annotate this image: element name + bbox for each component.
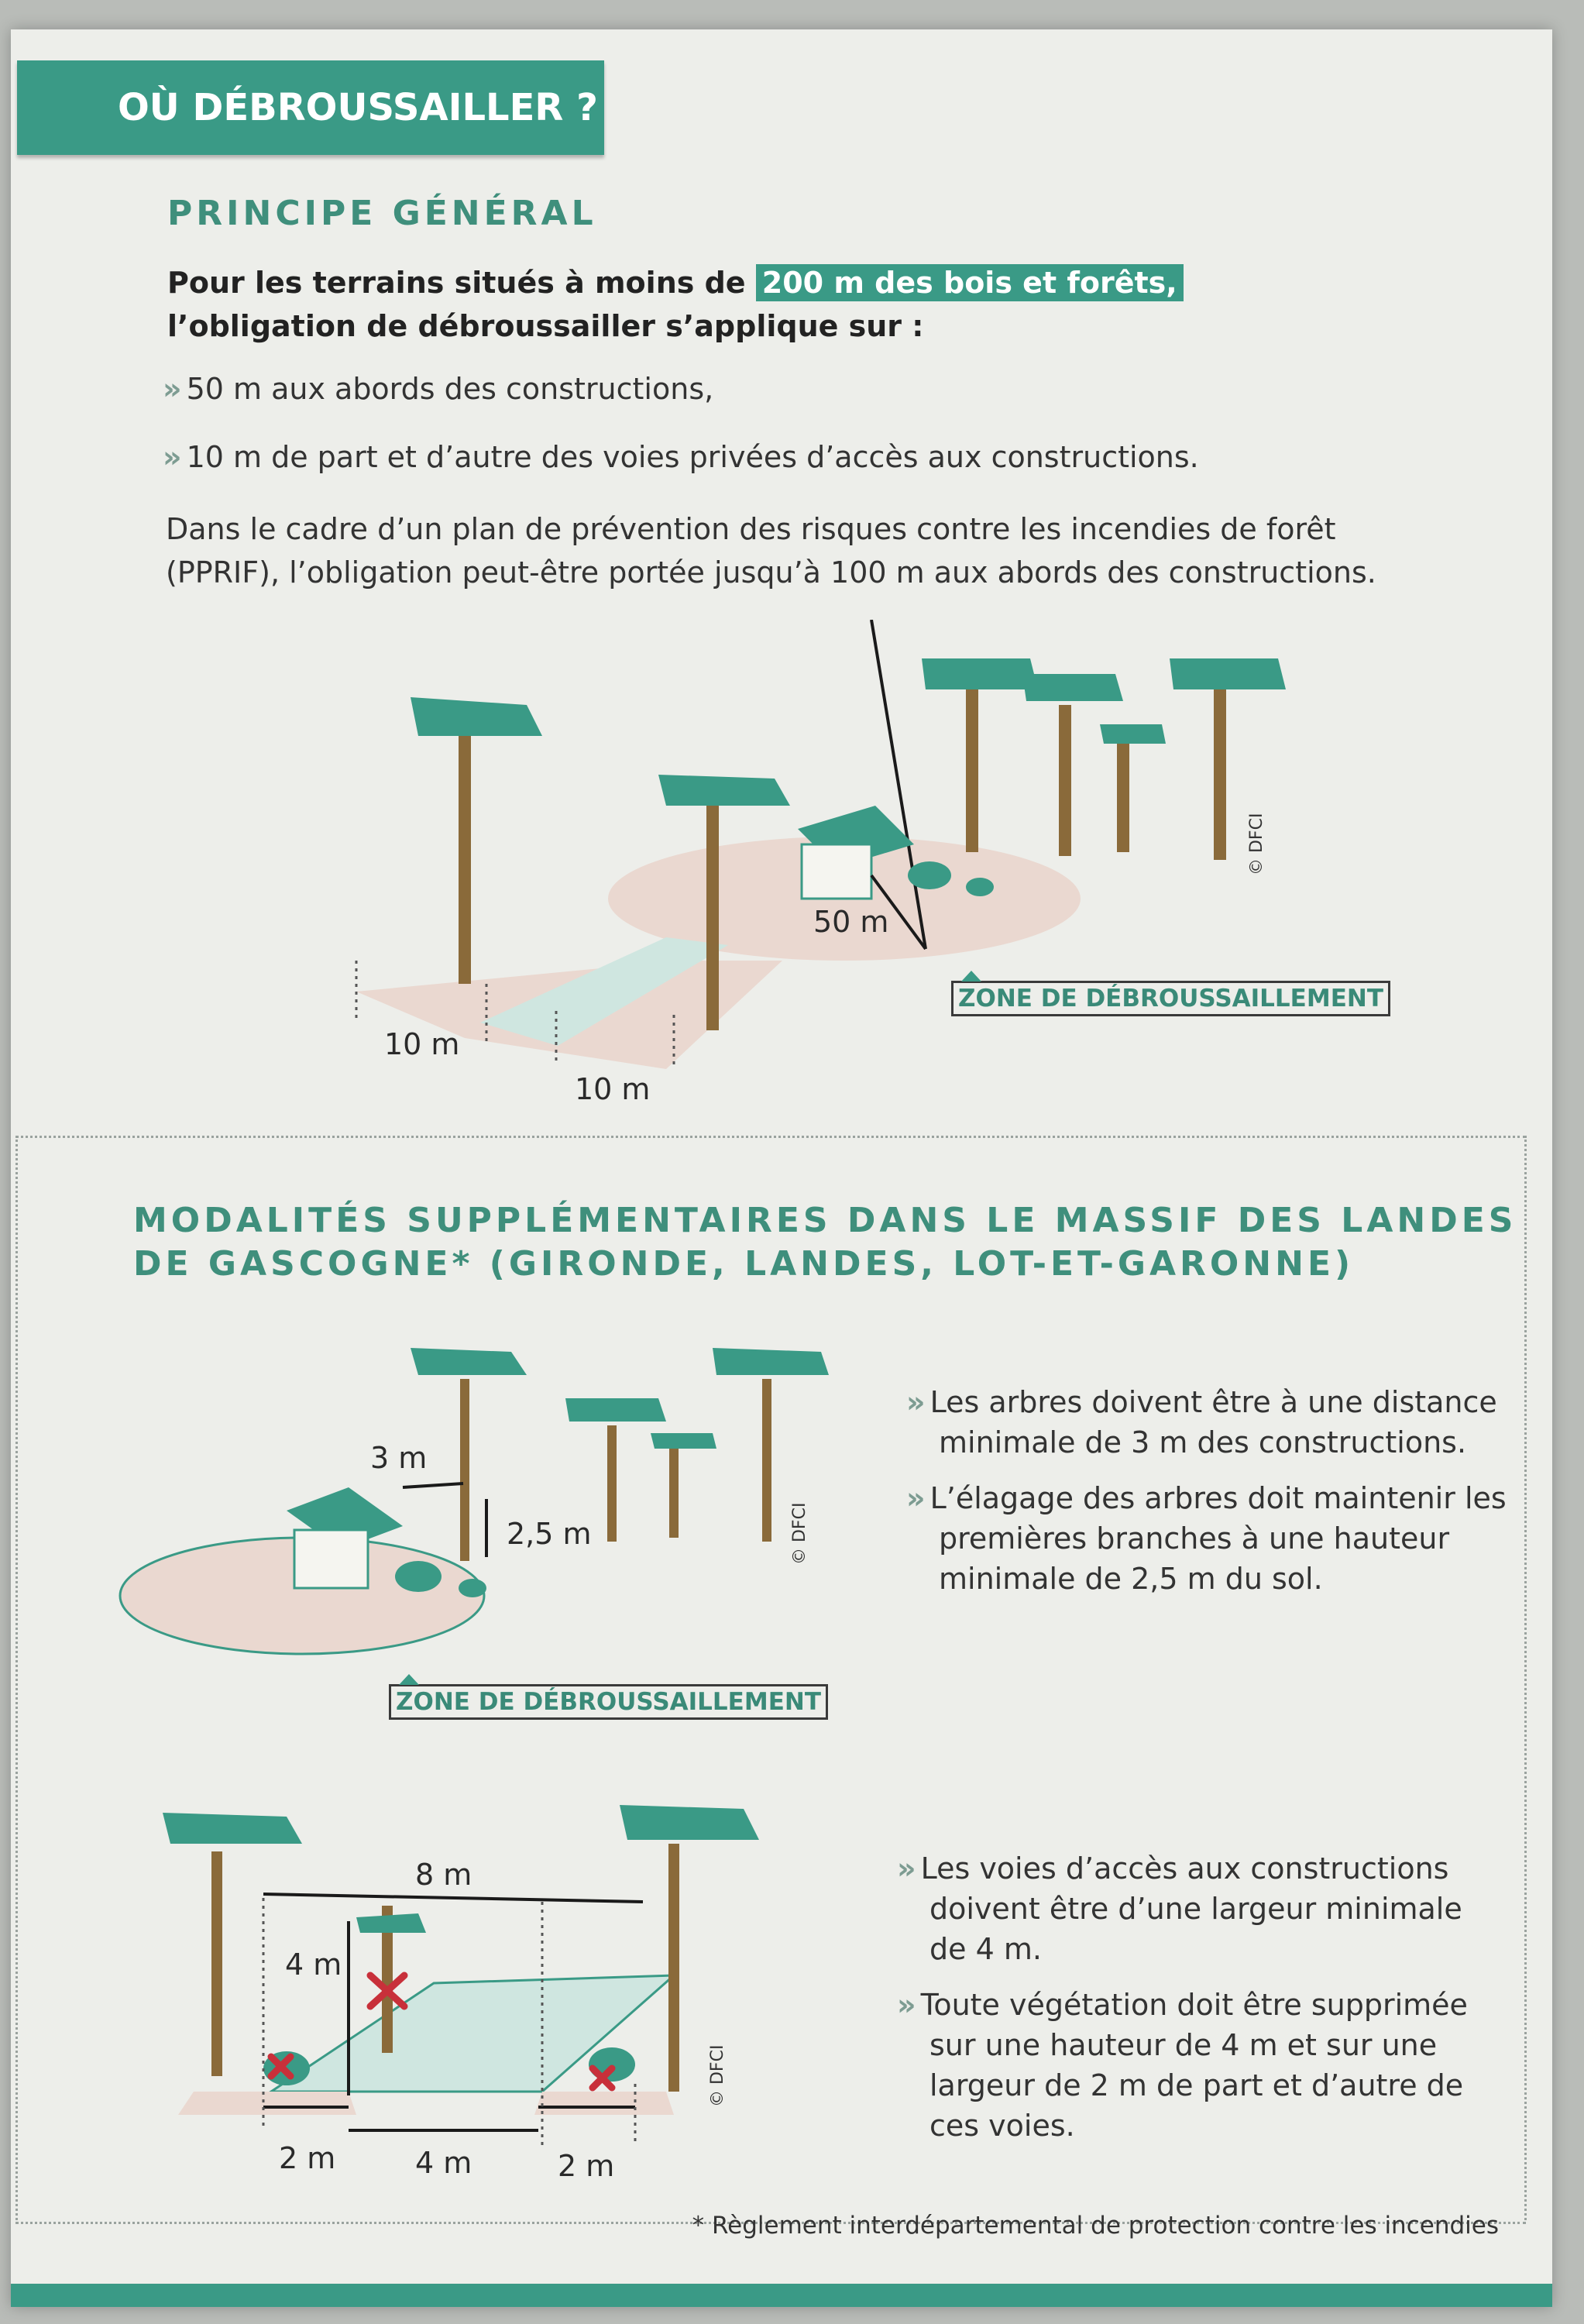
dim-2m-left: 2 m	[279, 2141, 336, 2175]
dim-2-5m: 2,5 m	[507, 1517, 592, 1551]
lead-text: Pour les terrains situés à moins de	[167, 266, 756, 300]
figure-tree-distance	[0, 1332, 852, 1720]
lead-line2: l’obligation de débroussailler s’applique sur :	[167, 309, 924, 343]
principe-title: PRINCIPE GÉNÉRAL	[167, 194, 597, 233]
principe-bullet-2: » 10 m de part et d’autre des voies privées d’accès aux constructions.	[163, 440, 1199, 474]
dim-10m-right: 10 m	[575, 1072, 651, 1106]
zone-label-fig1: ZONE DE DÉBROUSSAILLEMENT	[951, 981, 1390, 1016]
canopies-fig1	[411, 658, 1286, 806]
credit-fig1: © DFCI	[1247, 813, 1266, 875]
chevron-bullet-icon: »	[897, 1851, 916, 1886]
chevron-bullet-icon: »	[163, 372, 182, 406]
section-border-right	[1524, 1136, 1527, 2220]
section-title-tag: OÙ DÉBROUSSAILLER ?	[17, 60, 604, 155]
footnote: * Règlement interdépartemental de protection contre les incendies	[692, 2212, 1499, 2240]
principe-lead	[167, 261, 1184, 348]
figure-zone-general	[0, 620, 1584, 1116]
bottom-strip	[11, 2284, 1552, 2307]
figure-road-width	[0, 1789, 852, 2192]
landes-title: MODALITÉS SUPPLÉMENTAIRES DANS LE MASSIF DES LANDES DE GASCOGNE* (GIRONDE, LANDES, LOT-ET-GARONNE)	[133, 1201, 1517, 1284]
credit-fig2: © DFCI	[790, 1502, 809, 1565]
dim-8m: 8 m	[415, 1858, 472, 1892]
chevron-bullet-icon: »	[163, 440, 182, 474]
dim-3m: 3 m	[370, 1441, 428, 1475]
dim-10m-left: 10 m	[384, 1027, 460, 1061]
landes-text-1: » Les arbres doivent être à une distance minimale de 3 m des constructions. » L’élagage des arbres doit maintenir les premières branches à une hauteur minimale de 2,5 m du sol.	[906, 1385, 1507, 1596]
dim-50m: 50 m	[813, 905, 889, 939]
dim-4m-vertical: 4 m	[285, 1948, 342, 1982]
lead-highlight: 200 m des bois et forêts,	[756, 264, 1184, 301]
chevron-bullet-icon: »	[906, 1385, 926, 1419]
zone-label-fig2: ZONE DE DÉBROUSSAILLEMENT	[389, 1684, 828, 1720]
chevron-bullet-icon: »	[906, 1481, 926, 1515]
section-separator	[15, 1136, 1526, 1138]
principe-paragraph: Dans le cadre d’un plan de prévention des risques contre les incendies de forêt (PPRIF), l’obligation peut-être portée jusqu’à 100 m aux abords des constructions.	[166, 512, 1376, 590]
dim-2m-right: 2 m	[558, 2149, 615, 2183]
dim-4m-road: 4 m	[415, 2146, 472, 2180]
chevron-bullet-icon: »	[897, 1988, 916, 2022]
credit-fig3: © DFCI	[708, 2044, 727, 2107]
principe-bullet-1: » 50 m aux abords des constructions,	[163, 372, 714, 406]
landes-text-2: » Les voies d’accès aux constructions doivent être d’une largeur minimale de 4 m. » Toute végétation doit être supprimée sur une hauteur de 4 m et sur une largeur de 2 m de part et d’autre de ces voies.	[897, 1851, 1468, 2143]
